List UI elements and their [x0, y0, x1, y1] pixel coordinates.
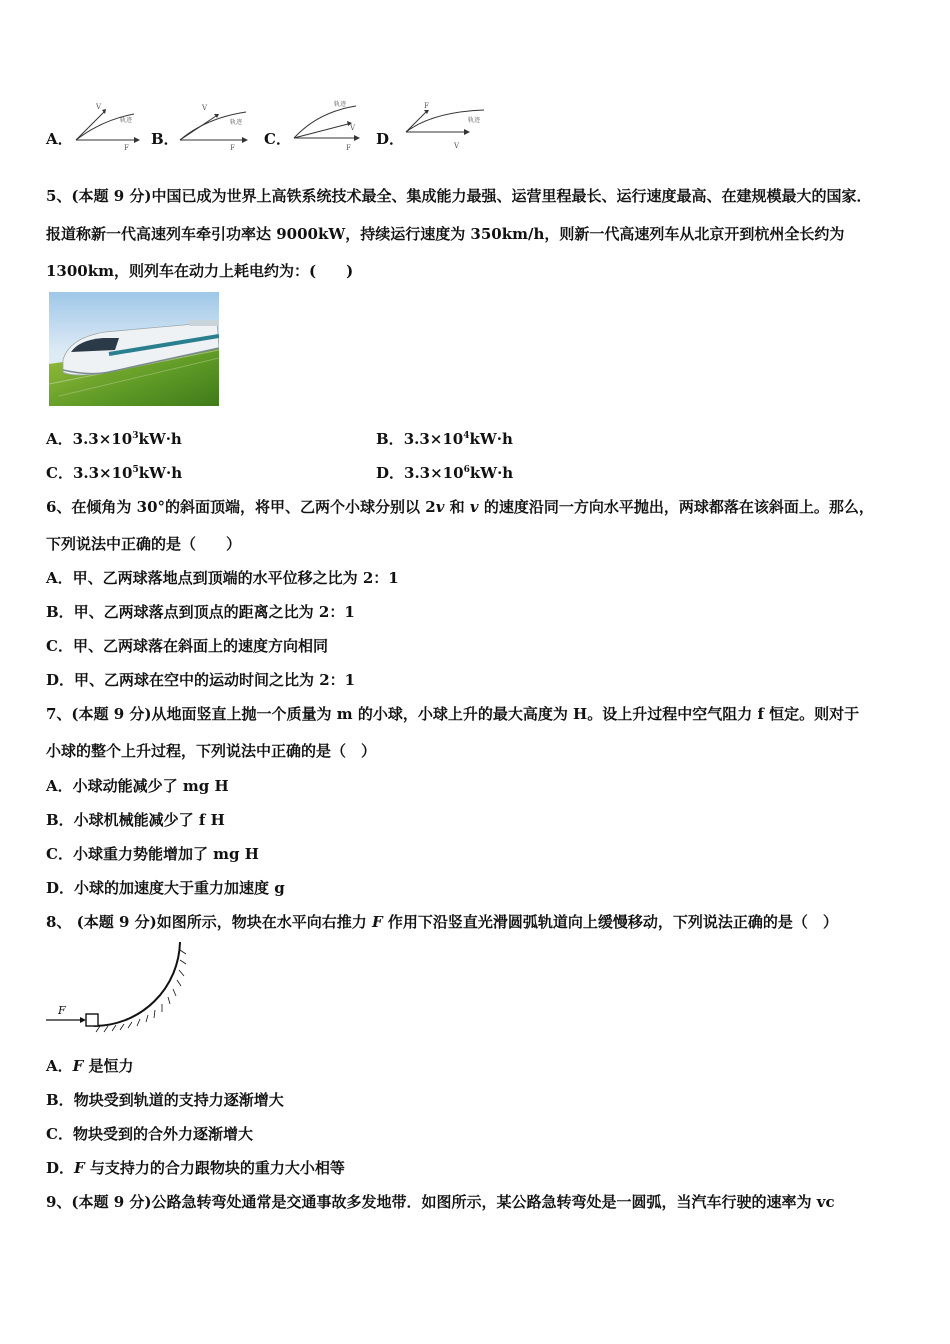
q4-d-traj: 轨迹 [468, 117, 481, 124]
arc-track-diagram [44, 942, 189, 1034]
q6-option-c: C．甲、乙两球落在斜面上的速度方向相同 [46, 637, 328, 655]
q4-option-a-figure [72, 100, 142, 152]
q5-line-2: 报道称新一代高速列车牵引功率达 9000kW，持续运行速度为 350km/h，则新一代高速列车从北京开到杭州全长约为 [46, 225, 845, 243]
q5-option-b: B．$3.3\times 10^4kW\cdot h$ [376, 430, 513, 448]
q4-a-v: V [96, 103, 102, 111]
q4-a-f: F [124, 144, 129, 152]
q9-line-1: 9、(本题 9 分)公路急转弯处通常是交通事故多发地带．如图所示，某公路急转弯处是一圆弧，当汽车行驶的速率为 vc [46, 1193, 835, 1211]
q4-d-f: F [424, 102, 429, 110]
q6-line-1: 6、在倾角为 30°的斜面顶端，将甲、乙两个小球分别以 2v 和 v 的速度沿同一方向水平抛出，两球都落在该斜面上。那么， [46, 498, 874, 516]
q4-b-traj: 轨迹 [230, 119, 243, 126]
q8-option-d: D．F 与支持力的合力跟物块的重力大小相等 [46, 1159, 345, 1177]
q4-c-f: F [346, 144, 351, 152]
q4-a-traj: 轨迹 [120, 117, 133, 124]
q6-option-b: B．甲、乙两球落点到顶点的距离之比为 2：1 [46, 603, 355, 621]
q6-option-a: A．甲、乙两球落地点到顶端的水平位移之比为 2：1 [46, 569, 399, 587]
q5-option-d: D．$3.3\times 10^6kW\cdot h$ [376, 464, 514, 482]
q7-option-c: C．小球重力势能增加了 mg H [46, 845, 259, 863]
q6-line-2: 下列说法中正确的是（ ） [46, 535, 242, 553]
q4-option-d-label: D． [376, 130, 405, 148]
q6-option-d: D．甲、乙两球在空中的运动时间之比为 2：1 [46, 671, 356, 689]
q4-option-c-label: C． [264, 130, 291, 148]
q4-option-a-label: A． [46, 130, 73, 148]
q4-b-v: V [202, 104, 208, 112]
q7-option-d: D．小球的加速度大于重力加速度 g [46, 879, 285, 897]
q4-d-v: V [454, 142, 460, 150]
q7-option-b: B．小球机械能减少了 f H [46, 811, 225, 829]
q5-option-c: C．$3.3\times 10^5kW\cdot h$ [46, 464, 183, 482]
q4-b-f: F [230, 144, 235, 152]
q4-option-d-figure [402, 100, 487, 152]
q5-line-3: 1300km，则列车在动力上耗电约为：( ) [46, 262, 354, 280]
q4-c-traj: 轨迹 [334, 101, 347, 108]
q8-line-1: 8、 (本题 9 分)如图所示，物块在水平向右推力 F 作用下沿竖直光滑圆弧轨道向上缓慢移动，下列说法正确的是（ ） [46, 913, 838, 931]
q5-option-a: A．$3.3\times 10^3kW\cdot h$ [46, 430, 182, 448]
high-speed-train-image [49, 292, 219, 406]
q7-line-2: 小球的整个上升过程，下列说法中正确的是（ ） [46, 742, 377, 760]
q8-option-c: C．物块受到的合外力逐渐增大 [46, 1125, 253, 1143]
q8-option-a: A．F 是恒力 [46, 1057, 134, 1075]
q4-option-b-label: B． [151, 130, 179, 148]
q8-fig-f-label: F [58, 1004, 66, 1017]
q7-option-a: A．小球动能减少了 mg H [46, 777, 229, 795]
q8-option-b: B．物块受到轨道的支持力逐渐增大 [46, 1091, 284, 1109]
q5-line-1: 5、(本题 9 分)中国已成为世界上高铁系统技术最全、集成能力最强、运营里程最长、运行速度最高、在建规模最大的国家． [46, 187, 872, 205]
q4-c-v: V [350, 124, 356, 132]
q4-option-c-figure [290, 98, 365, 152]
q7-line-1: 7、(本题 9 分)从地面竖直上抛一个质量为 m 的小球，小球上升的最大高度为 H。设上升过程中空气阻力 f 恒定。则对于 [46, 705, 860, 723]
q4-option-b-figure [176, 100, 251, 152]
